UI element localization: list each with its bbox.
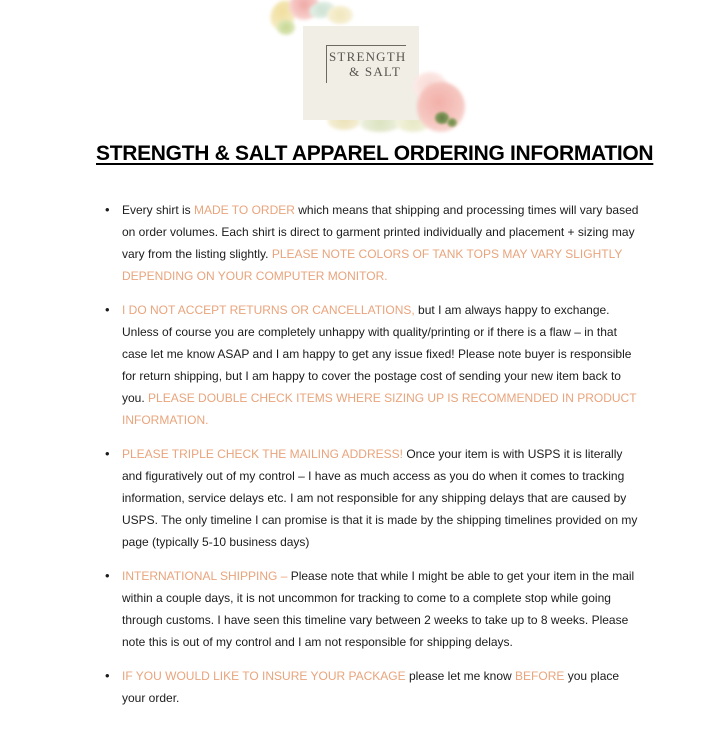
body-text: which means that shipping and processing times will vary based on order volumes. Each shirt is direct to garment printed individually and placement + sizing may vary from the listing slightly.: [122, 203, 639, 261]
document-body: [122, 199, 640, 721]
body-text: Please note that while I might be able to get your item in the mail within a couple days, it is not uncommon for tracking to come to a complete stop while going through customs. I have seen this timeline vary between 2 weeks to take up to 8 weeks. Please note this is out of my control and I am not responsible for shipping delays.: [122, 569, 635, 649]
highlighted-text: BEFORE: [515, 669, 565, 683]
body-text: please let me know: [405, 669, 516, 683]
logo-name-line1: STRENGTH: [329, 49, 407, 64]
body-text: you place your order.: [122, 669, 620, 705]
page-title: STRENGTH & SALT APPAREL ORDERING INFORMATION: [96, 142, 654, 165]
watercolor-leaf-icon: [277, 20, 295, 35]
logo-name-line2: & SALT: [349, 64, 401, 79]
watercolor-flower-center-icon: [447, 118, 457, 127]
bullet-item-5: [122, 665, 640, 709]
watercolor-flower-icon: [417, 82, 465, 132]
highlighted-text: I DO NOT ACCEPT RETURNS OR CANCELLATIONS,: [122, 303, 415, 317]
highlighted-text: PLEASE NOTE COLORS OF TANK TOPS MAY VARY SLIGHTLY DEPENDING ON YOUR COMPUTER MONITOR.: [122, 247, 623, 283]
bullet-item-4: [122, 565, 640, 653]
highlighted-text: MADE TO ORDER: [194, 203, 295, 217]
highlighted-text: INTERNATIONAL SHIPPING –: [122, 569, 291, 583]
body-text: Once your item is with USPS it is literally and figuratively out of my control – I have as much access as you do when it comes to tracking information, service delays etc. I am not responsible for any shipping delays that are caused by USPS. The only timeline I can promise is that it is made by the shipping timelines provided on my page (typically 5-10 business days): [122, 447, 638, 549]
highlighted-text: PLEASE TRIPLE CHECK THE MAILING ADDRESS!: [122, 447, 403, 461]
body-text: but I am always happy to exchange. Unless of course you are completely unhappy with quality/printing or if there is a flaw – in that case let me know ASAP and I am happy to get any issue fixed! Please note buyer is responsible for return shipping, but I am happy to cover the postage cost of sending your new item back to you.: [122, 303, 632, 405]
logo-wordmark: [329, 49, 407, 79]
logo-bracket-line: [326, 45, 406, 46]
logo-bracket-line: [326, 45, 327, 83]
brand-logo: [243, 0, 459, 134]
body-text: Every shirt is: [122, 203, 195, 217]
bullet-item-1: [122, 199, 640, 287]
bullet-list: [122, 199, 640, 709]
bullet-item-2: [122, 299, 640, 431]
watercolor-leaf-icon: [327, 6, 353, 24]
bullet-item-3: [122, 443, 640, 553]
highlighted-text: IF YOU WOULD LIKE TO INSURE YOUR PACKAGE: [122, 669, 406, 683]
highlighted-text: PLEASE DOUBLE CHECK ITEMS WHERE SIZING UP IS RECOMMENDED IN PRODUCT INFORMATION.: [122, 391, 637, 427]
